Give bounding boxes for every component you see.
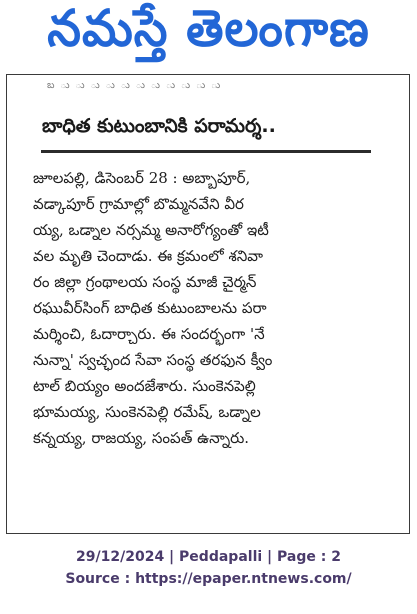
clipped-previous-line: బ ు ు ు ు ు ు ు ు ు ు ు — [47, 80, 224, 91]
article-headline: బాధిత కుటుంబానికి పరామర్శ.. — [42, 115, 276, 137]
source-link[interactable]: Source : https://epaper.ntnews.com/ — [65, 571, 352, 587]
newspaper-masthead: నమస్తే తెలంగాణ — [47, 0, 370, 59]
footer — [0, 546, 417, 590]
headline-divider — [41, 150, 371, 153]
article-clipping — [6, 74, 410, 534]
article-body: జూలపల్లి, డిసెంబర్ 28 : అబ్బాపూర్, వడ్కాపూర్ గ్రామాల్లో బొమ్మనవేని వీర య్య, ఒడ్నాల నర్సమ్మ అనారోగ్యంతో ఇటీ వల మృతి చెందాడు. ఈ క్రమంలో శనివా రం జిల్లా గ్రంథాలయ సంస్థ మాజీ చైర్మన్ రఘువీర్‌సింగ్ బాధిత కుటుంబాలను పరా మర్శించి, ఓదార్చారు. ఈ సందర్భంగా 'నే నున్నా' స్వచ్ఛంద సేవా సంస్థ తరఫున క్వీం టాల్ బియ్యం అందజేశారు. సుంకెనపెల్లి భూమయ్య, సుంకెనపెల్లి రమేష్, ఒడ్నాల కన్నయ్య, రాజయ్య, సంపత్ ఉన్నారు. — [33, 169, 273, 447]
edition-info: 29/12/2024 | Peddapalli | Page : 2 — [76, 549, 341, 565]
